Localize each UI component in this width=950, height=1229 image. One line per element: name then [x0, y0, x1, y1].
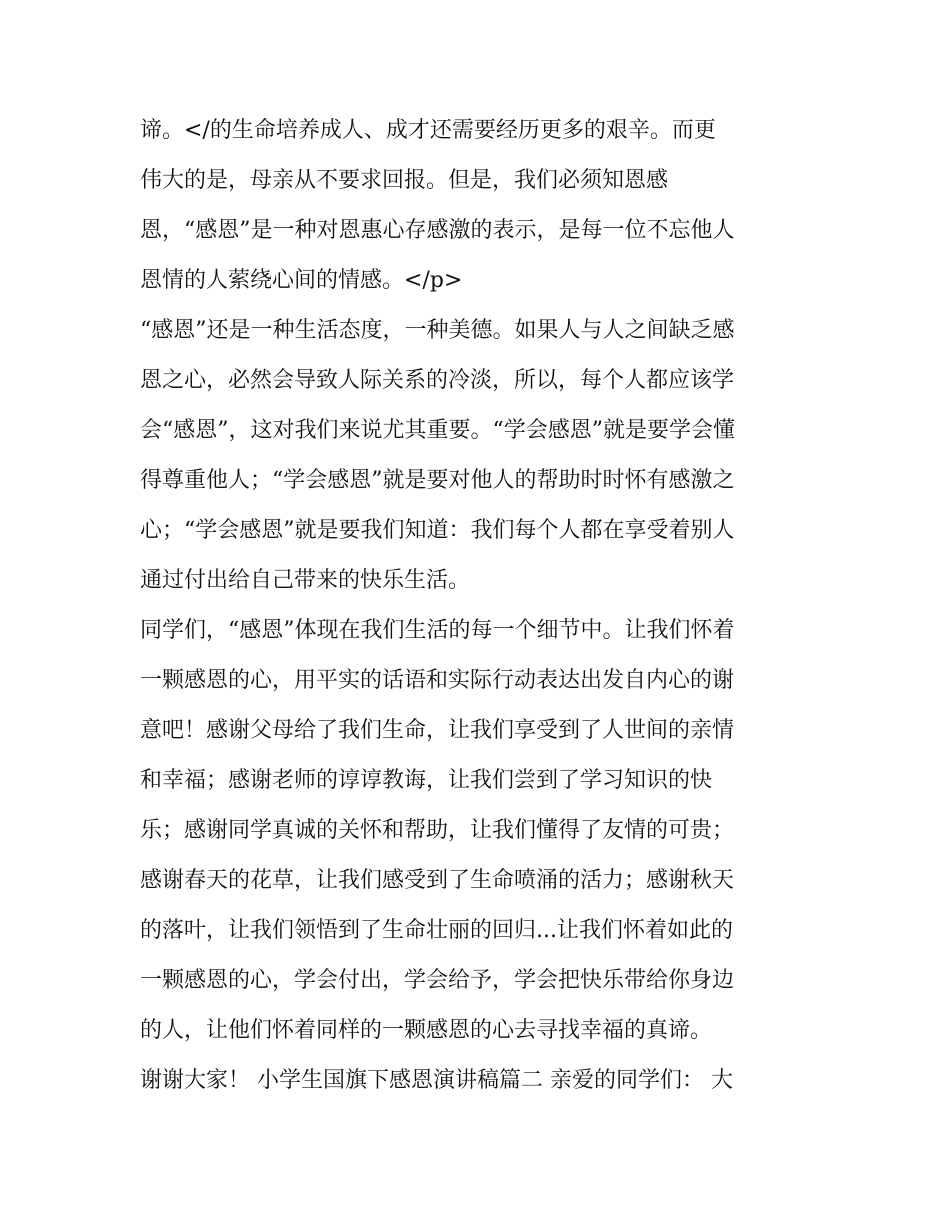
- text-line: 恩，“感恩”是一种对恩惠心存感激的表示，是每一位不忘他人: [140, 218, 735, 243]
- text-line: 感谢春天的花草，让我们感受到了生命喷涌的活力；感谢秋天: [140, 868, 735, 893]
- text-line: 恩情的人萦绕心间的情感。</p>: [140, 268, 463, 293]
- text-line: 通过付出给自己带来的快乐生活。: [140, 568, 471, 593]
- text-line: 会“感恩”，这对我们来说尤其重要。“学会感恩”就是要学会懂: [140, 418, 735, 443]
- text-line: 心；“学会感恩”就是要我们知道：我们每个人都在享受着别人: [140, 518, 735, 543]
- text-line: 伟大的是，母亲从不要求回报。但是，我们必须知恩感: [140, 168, 669, 193]
- text-line: 恩之心，必然会导致人际关系的冷淡，所以，每个人都应该学: [140, 368, 735, 393]
- text-line: 和幸福；感谢老师的谆谆教诲，让我们尝到了学习知识的快: [140, 768, 713, 793]
- text-line: 的落叶，让我们领悟到了生命壮丽的回归...让我们怀着如此的: [140, 918, 733, 943]
- text-line: 谛。</的生命培养成人、成才还需要经历更多的艰辛。而更: [140, 118, 716, 143]
- text-line: 一颗感恩的心，学会付出，学会给予，学会把快乐带给你身边: [140, 968, 735, 993]
- text-line: 意吧！感谢父母给了我们生命，让我们享受到了人世间的亲情: [140, 718, 735, 743]
- text-line: 一颗感恩的心，用平实的话语和实际行动表达出发自内心的谢: [140, 668, 735, 693]
- text-line: 得尊重他人；“学会感恩”就是要对他人的帮助时时怀有感激之: [140, 468, 735, 493]
- document-body: [140, 106, 820, 1106]
- text-line: “感恩”还是一种生活态度，一种美德。如果人与人之间缺乏感: [140, 318, 735, 343]
- text-line: 乐；感谢同学真诚的关怀和帮助，让我们懂得了友情的可贵；: [140, 818, 735, 843]
- text-line: 同学们，“感恩”体现在我们生活的每一个细节中。让我们怀着: [140, 618, 735, 643]
- text-line: 谢谢大家！ 小学生国旗下感恩演讲稿篇二 亲爱的同学们： 大: [140, 1068, 733, 1093]
- text-line: 的人，让他们怀着同样的一颗感恩的心去寻找幸福的真谛。: [140, 1018, 713, 1043]
